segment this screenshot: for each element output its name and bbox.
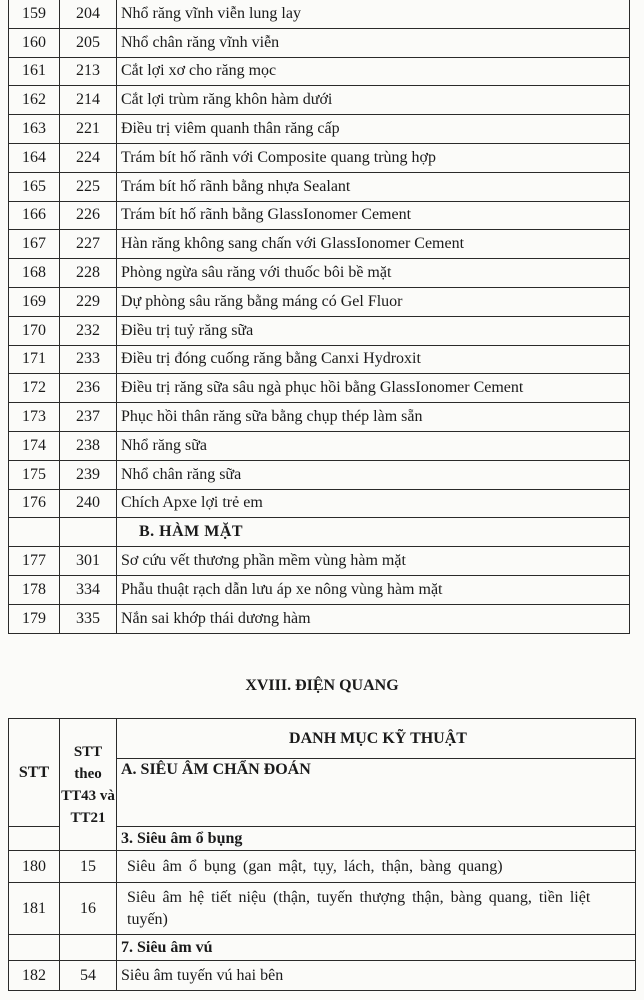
row-name: Nhổ răng vĩnh viễn lung lay bbox=[117, 0, 630, 28]
table-row bbox=[9, 345, 630, 374]
row-name: Nhổ chân răng sữa bbox=[117, 460, 630, 489]
row-name: Sơ cứu vết thương phần mềm vùng hàm mặt bbox=[117, 547, 630, 576]
row-tt: 227 bbox=[60, 230, 117, 259]
row-name: Phục hồi thân răng sữa bằng chụp thép làm sẵn bbox=[117, 403, 630, 432]
row-stt: 171 bbox=[9, 345, 60, 374]
row-stt: 160 bbox=[9, 28, 60, 57]
row-stt: 176 bbox=[9, 489, 60, 518]
row-tt: 236 bbox=[60, 374, 117, 403]
row-stt: 169 bbox=[9, 287, 60, 316]
row-tt: 224 bbox=[60, 143, 117, 172]
row-stt: 162 bbox=[9, 86, 60, 115]
table-row bbox=[9, 0, 630, 28]
row-tt: 334 bbox=[60, 575, 117, 604]
table-row bbox=[9, 883, 636, 935]
row-name: Siêu âm ổ bụng (gan mật, tụy, lách, thận, bàng quang) bbox=[117, 851, 636, 883]
row-stt: 165 bbox=[9, 172, 60, 201]
table-row bbox=[9, 403, 630, 432]
table-row bbox=[9, 316, 630, 345]
row-stt: 163 bbox=[9, 115, 60, 144]
row-stt: 182 bbox=[9, 961, 60, 991]
subsection-row bbox=[9, 935, 636, 961]
table-row bbox=[9, 143, 630, 172]
table-row bbox=[9, 28, 630, 57]
row-name: Nhổ răng sữa bbox=[117, 431, 630, 460]
row-stt: 173 bbox=[9, 403, 60, 432]
table-row bbox=[9, 172, 630, 201]
row-stt: 174 bbox=[9, 431, 60, 460]
row-stt: 179 bbox=[9, 604, 60, 633]
table-row bbox=[9, 115, 630, 144]
row-tt: 229 bbox=[60, 287, 117, 316]
row-tt: 225 bbox=[60, 172, 117, 201]
row-stt: 177 bbox=[9, 547, 60, 576]
header-stt-tt43-text: STT theo TT43 và TT21 bbox=[61, 743, 115, 826]
header-stt-tt43 bbox=[60, 719, 117, 851]
header-stt: STT bbox=[9, 719, 60, 827]
row-tt: 204 bbox=[60, 0, 117, 28]
empty-cell bbox=[9, 935, 60, 961]
row-name: Nắn sai khớp thái dương hàm bbox=[117, 604, 630, 633]
header-danh-muc: DANH MỤC KỸ THUẬT bbox=[117, 719, 636, 759]
row-name: Điều trị răng sữa sâu ngà phục hồi bằng GlassIonomer Cement bbox=[117, 374, 630, 403]
empty-cell bbox=[9, 518, 60, 547]
table-header-row bbox=[9, 719, 636, 759]
row-name: Nhổ chân răng vĩnh viễn bbox=[117, 28, 630, 57]
table-row bbox=[9, 86, 630, 115]
table-row bbox=[9, 575, 630, 604]
row-tt: 301 bbox=[60, 547, 117, 576]
row-tt: 226 bbox=[60, 201, 117, 230]
subsection-sieu-am: A. SIÊU ÂM CHẨN ĐOÁN bbox=[117, 759, 636, 827]
table-row bbox=[9, 604, 630, 633]
section-ham-mat: B. HÀM MẶT bbox=[117, 518, 630, 547]
row-stt: 168 bbox=[9, 259, 60, 288]
row-name: Trám bít hố rãnh bằng nhựa Sealant bbox=[117, 172, 630, 201]
row-name: Trám bít hố rãnh bằng GlassIonomer Cement bbox=[117, 201, 630, 230]
row-tt: 237 bbox=[60, 403, 117, 432]
row-stt: 166 bbox=[9, 201, 60, 230]
table-row bbox=[9, 431, 630, 460]
table-row bbox=[9, 460, 630, 489]
row-stt: 167 bbox=[9, 230, 60, 259]
row-tt: 233 bbox=[60, 345, 117, 374]
section-title: XVIII. ĐIỆN QUANG bbox=[245, 677, 399, 694]
row-tt: 16 bbox=[60, 883, 117, 935]
row-stt: 172 bbox=[9, 374, 60, 403]
row-name: Chích Apxe lợi trẻ em bbox=[117, 489, 630, 518]
row-tt: 232 bbox=[60, 316, 117, 345]
table-row bbox=[9, 961, 636, 991]
row-name: Cắt lợi trùm răng khôn hàm dưới bbox=[117, 86, 630, 115]
row-tt: 221 bbox=[60, 115, 117, 144]
empty-cell bbox=[60, 935, 117, 961]
row-stt: 159 bbox=[9, 0, 60, 28]
subsection-vu: 7. Siêu âm vú bbox=[117, 935, 636, 961]
row-stt: 178 bbox=[9, 575, 60, 604]
row-name: Phẫu thuật rạch dẫn lưu áp xe nông vùng hàm mặt bbox=[117, 575, 630, 604]
row-stt: 161 bbox=[9, 57, 60, 86]
procedure-table-imaging bbox=[8, 718, 636, 991]
table-row bbox=[9, 259, 630, 288]
row-stt: 175 bbox=[9, 460, 60, 489]
row-tt: 214 bbox=[60, 86, 117, 115]
row-name: Cắt lợi xơ cho răng mọc bbox=[117, 57, 630, 86]
procedure-table-dental bbox=[8, 0, 630, 634]
row-tt: 228 bbox=[60, 259, 117, 288]
row-name: Điều trị viêm quanh thân răng cấp bbox=[117, 115, 630, 144]
row-tt: 213 bbox=[60, 57, 117, 86]
row-tt: 240 bbox=[60, 489, 117, 518]
empty-cell bbox=[60, 518, 117, 547]
row-stt: 170 bbox=[9, 316, 60, 345]
row-tt: 54 bbox=[60, 961, 117, 991]
table-row bbox=[9, 547, 630, 576]
table-row bbox=[9, 287, 630, 316]
empty-cell bbox=[9, 827, 60, 851]
row-name: Điều trị đóng cuống răng bằng Canxi Hydroxit bbox=[117, 345, 630, 374]
row-stt: 164 bbox=[9, 143, 60, 172]
row-name: Điều trị tuỷ răng sữa bbox=[117, 316, 630, 345]
row-stt: 181 bbox=[9, 883, 60, 935]
row-tt: 238 bbox=[60, 431, 117, 460]
table-row bbox=[9, 851, 636, 883]
subsection-o-bung: 3. Siêu âm ổ bụng bbox=[117, 827, 636, 851]
table-row bbox=[9, 374, 630, 403]
section-row bbox=[9, 518, 630, 547]
row-name: Trám bít hố rãnh với Composite quang trùng hợp bbox=[117, 143, 630, 172]
table-row bbox=[9, 489, 630, 518]
row-name: Phòng ngừa sâu răng với thuốc bôi bề mặt bbox=[117, 259, 630, 288]
table-row bbox=[9, 201, 630, 230]
row-name: Siêu âm hệ tiết niệu (thận, tuyến thượng thận, bàng quang, tiền liệt tuyến) bbox=[117, 883, 636, 935]
row-tt: 15 bbox=[60, 851, 117, 883]
row-tt: 335 bbox=[60, 604, 117, 633]
row-name: Hàn răng không sang chấn với GlassIonomer Cement bbox=[117, 230, 630, 259]
row-name: Siêu âm tuyến vú hai bên bbox=[117, 961, 636, 991]
row-stt: 180 bbox=[9, 851, 60, 883]
row-name: Dự phòng sâu răng bằng máng có Gel Fluor bbox=[117, 287, 630, 316]
table-row bbox=[9, 57, 630, 86]
row-tt: 239 bbox=[60, 460, 117, 489]
row-tt: 205 bbox=[60, 28, 117, 57]
table-row bbox=[9, 230, 630, 259]
